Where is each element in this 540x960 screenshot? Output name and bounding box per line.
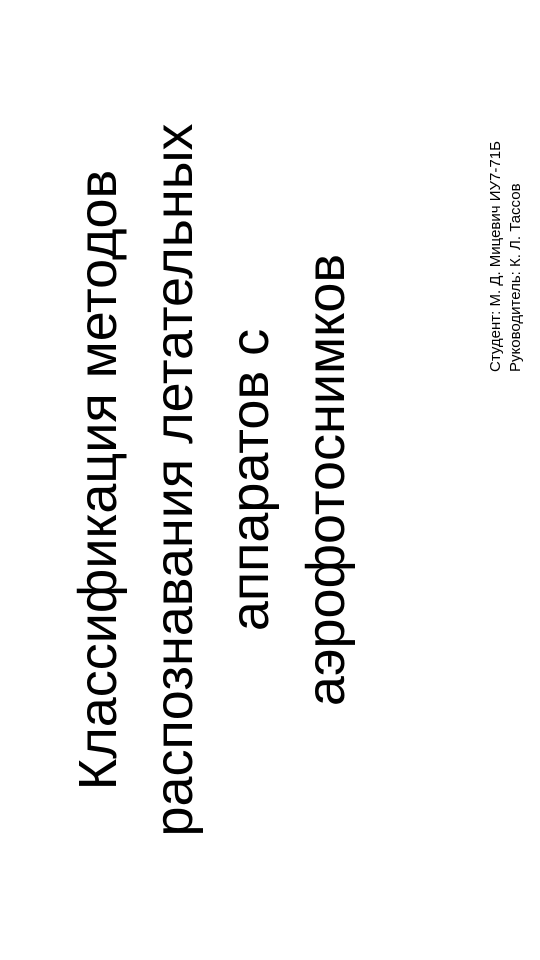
credits-block [486,72,526,372]
title-line: аппаратов с [220,328,280,632]
slide-title [60,40,364,920]
title-line: аэрофотоснимков [296,253,356,707]
title-line: Классификация методов [68,169,128,791]
title-line: распознавания летательных [144,123,204,837]
student-credit: Студент: М. Д. Мицевич ИУ7-71Б [487,141,504,372]
supervisor-credit: Руководитель: К. Л. Тассов [507,183,524,372]
